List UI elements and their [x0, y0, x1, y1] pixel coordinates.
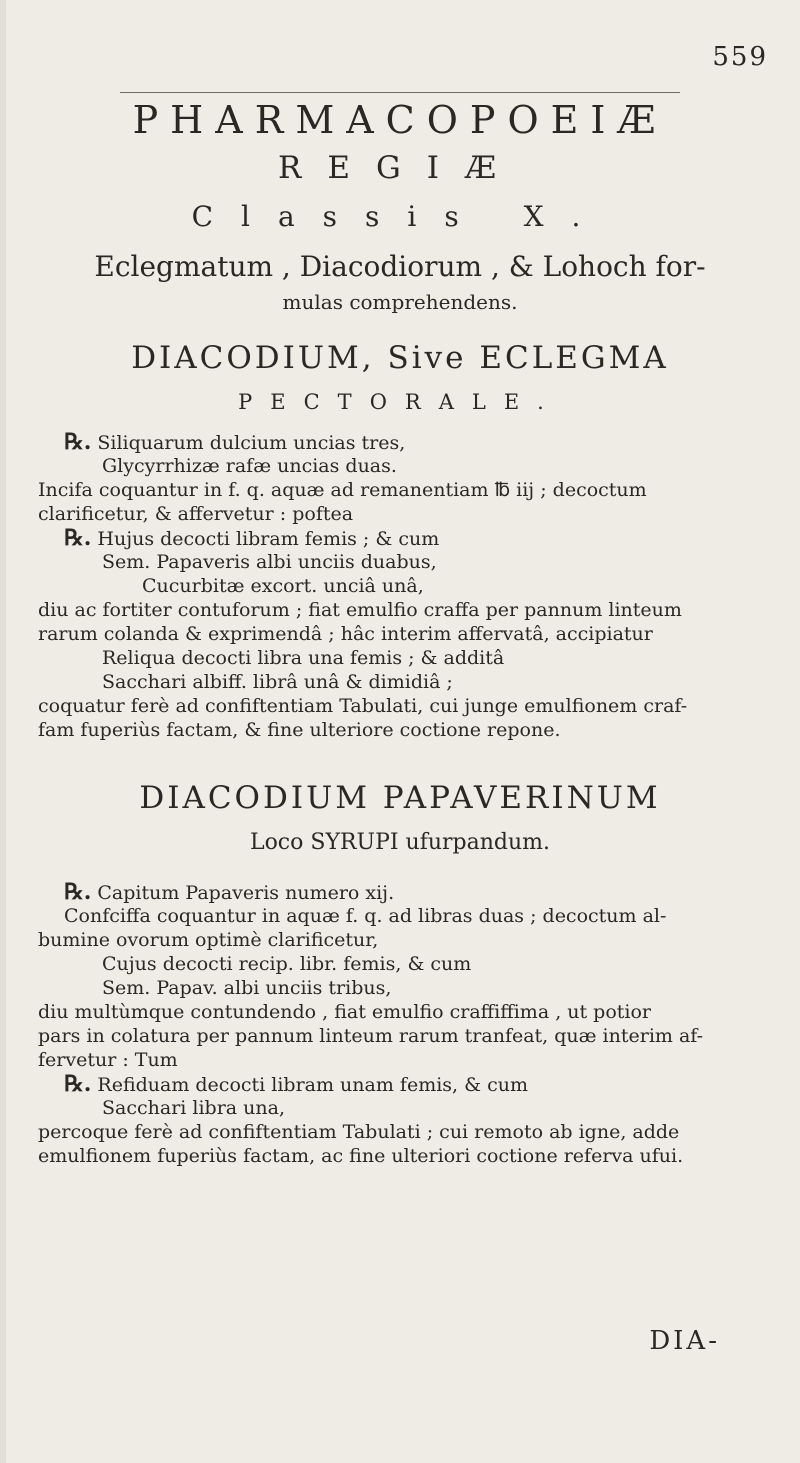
- text-line: Cujus decocti recip. libr. femis, & cum: [102, 953, 472, 975]
- subtitle-line-1: Eclegmatum , Diacodiorum , & Lohoch for-: [94, 250, 706, 283]
- text-line: Sacchari albiff. librâ unâ & dimidiâ ;: [102, 671, 453, 693]
- section2-subheading: Loco SYRUPI ufurpandum.: [249, 830, 551, 855]
- text-line: diu ac fortiter contuforum ; fiat emulfio craffa per pannum linteum: [38, 599, 682, 621]
- text-line: ℞. Capitum Papaveris numero xij.: [64, 879, 395, 905]
- text-line: Sem. Papaveris albi unciis duabus,: [102, 551, 437, 573]
- recipe-symbol: ℞.: [64, 1071, 92, 1097]
- text-line: Glycyrrhizæ rafæ uncias duas.: [102, 455, 397, 477]
- text-line: emulfionem fuperiùs factam, ac fine ulteriori coctione referva ufui.: [38, 1145, 684, 1167]
- text-line: Sem. Papav. albi unciis tribus,: [102, 977, 392, 999]
- section1-heading: DIACODIUM, Sive ECLEGMA: [131, 340, 669, 376]
- section2-body: [38, 880, 778, 1168]
- text-line: Confciffa coquantur in aquæ f. q. ad libras duas ; decoctum al-: [64, 905, 667, 927]
- main-title: PHARMACOPOEIÆ: [132, 98, 668, 142]
- page-number: 559: [712, 42, 768, 72]
- subtitle-line-2: mulas comprehendens.: [282, 290, 518, 314]
- text-line: Cucurbitæ excort. unciâ unâ,: [142, 575, 424, 597]
- text-line: bumine ovorum optimè clarificetur,: [38, 929, 379, 951]
- text-line: ℞. Siliquarum dulcium uncias tres,: [64, 429, 406, 455]
- text-line: fervetur : Tum: [38, 1049, 178, 1071]
- recipe-symbol: ℞.: [64, 429, 92, 455]
- text-line: Incifa coquantur in f. q. aquæ ad remanentiam ℔ iij ; decoctum: [38, 479, 647, 501]
- header-rule: [120, 92, 680, 93]
- section1-subheading: PECTORALE.: [238, 390, 562, 414]
- text-line: percoque ferè ad confiftentiam Tabulati ; cui remoto ab igne, adde: [38, 1121, 680, 1143]
- title-regiae: REGIÆ: [277, 150, 522, 186]
- text-line: rarum colanda & exprimendâ ; hâc interim affervatâ, accipiatur: [38, 623, 653, 645]
- text-line: pars in colatura per pannum linteum rarum tranfeat, quæ interim af-: [38, 1025, 704, 1047]
- classis-heading: Classis X.: [191, 200, 609, 233]
- text-line: Reliqua decocti libra una femis ; & additâ: [102, 647, 505, 669]
- section1-body: [38, 430, 778, 742]
- section2-heading: DIACODIUM PAPAVERINUM: [139, 780, 661, 816]
- text-line: Sacchari libra una,: [102, 1097, 285, 1119]
- text-line: coquatur ferè ad confiftentiam Tabulati, cui junge emulfionem craf-: [38, 695, 688, 717]
- text-line: ℞. Hujus decocti libram femis ; & cum: [64, 525, 440, 551]
- text-line: ℞. Refiduam decocti libram unam femis, & cum: [64, 1071, 528, 1097]
- text-line: diu multùmque contundendo , fiat emulfio craffiffima , ut potior: [38, 1001, 652, 1023]
- text-line: clarificetur, & affervetur : poftea: [38, 503, 354, 525]
- recipe-symbol: ℞.: [64, 525, 92, 551]
- recipe-symbol: ℞.: [64, 879, 92, 905]
- catchword: DIA-: [649, 1326, 720, 1356]
- text-line: fam fuperiùs factam, & fine ulteriore coctione repone.: [38, 719, 561, 741]
